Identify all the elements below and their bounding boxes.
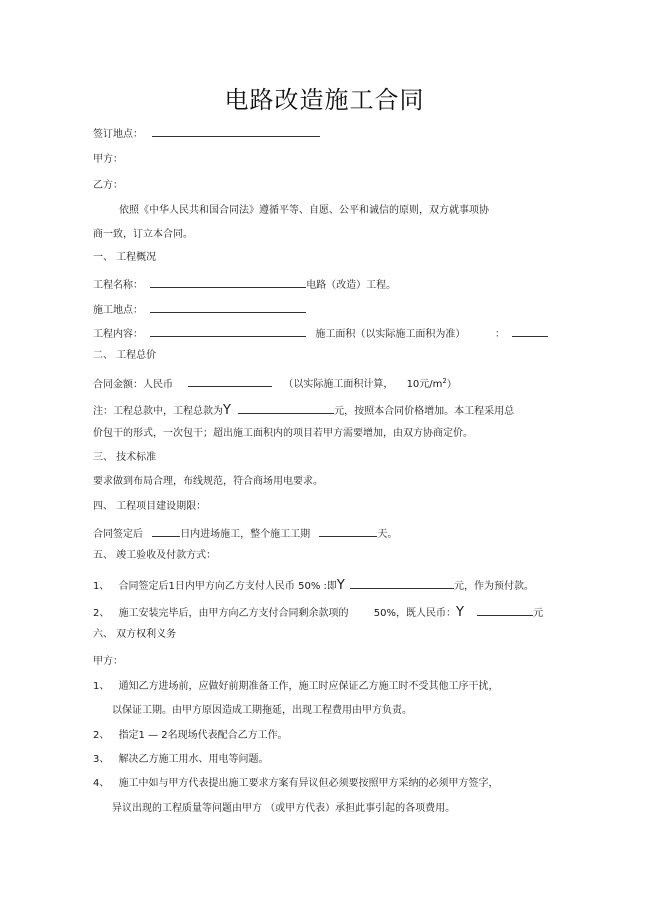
duty-3-num: 3、: [93, 754, 110, 765]
area-blank[interactable]: [512, 325, 548, 337]
area-text: 施工面积（以实际施工面积为准）: [315, 329, 466, 340]
payment-1-num: 1、: [93, 581, 110, 592]
duty-2-num: 2、: [93, 730, 110, 741]
sign-place-label: 签订地点：: [93, 129, 143, 140]
site-blank[interactable]: [150, 301, 306, 313]
party-a-label: 甲方：: [93, 154, 123, 165]
payment-2-b: 元: [533, 608, 544, 619]
duty-4-line-1: [93, 777, 499, 791]
section-6-heading: 六、 双方权利义务: [93, 629, 177, 640]
party-a-duties-label: 甲方：: [93, 656, 123, 667]
note-line-2: 价包干的形式，一次包干；超出施工面积内的项目若甲方需要增加，由双方协商定价。: [93, 428, 473, 439]
section-5-heading: 五、 竣工验收及付款方式：: [93, 550, 217, 561]
rate-text: 10元/m: [406, 379, 443, 391]
calc-text: （以实际施工面积计算，: [283, 379, 394, 391]
area-value-line: [495, 325, 548, 342]
area-colon: ：: [495, 329, 505, 340]
site-label: 施工地点：: [93, 305, 143, 316]
note-1a: 注：工程总款中，工程总款为: [93, 406, 223, 417]
balance-blank[interactable]: [477, 604, 533, 616]
payment-2-yen: Y: [455, 605, 464, 620]
note-1b: 元，按照本合同价格增加。本工程采用总: [334, 406, 515, 417]
schedule-line: [93, 525, 397, 542]
payment-2-pct: 50%，既人民币：: [373, 608, 456, 619]
party-b-label: 乙方：: [93, 180, 123, 191]
duty-2-line: [93, 729, 288, 743]
prepay-blank[interactable]: [350, 577, 454, 589]
page-title: 电路改造施工合同: [224, 86, 425, 114]
payment-1-yen: Y: [336, 578, 345, 593]
project-name-suffix: 电路（改造）工程。: [306, 280, 397, 291]
duty-4-num: 4、: [93, 778, 110, 789]
intro-line-1: 依照《中华人民共和国合同法》遵循平等、自愿、公平和诚信的原则，双方就事项协: [119, 205, 489, 216]
duty-3-text: 解决乙方施工用水、用电等问题。: [118, 754, 269, 765]
payment-1-a: 合同签定后1日内甲方向乙方支付人民币 50% :即: [118, 581, 337, 592]
rate-close: ）: [446, 379, 457, 391]
tech-standard-text: 要求做到布局合理，布线规范，符合商场用电要求。: [93, 476, 323, 487]
contract-amount-line: [93, 374, 457, 392]
duty-1-line-1: [93, 680, 499, 694]
duty-1-a: 通知乙方进场前，应做好前期准备工作，施工时应保证乙方施工时不受其他工序干扰，: [118, 681, 499, 692]
payment-item-2: [93, 604, 543, 621]
payment-2-num: 2、: [93, 608, 110, 619]
content-label: 工程内容：: [93, 329, 143, 340]
amount-label: 合同金额：人民币: [93, 379, 173, 391]
duty-3-line: [93, 753, 269, 767]
total-blank[interactable]: [238, 402, 334, 414]
project-name-label: 工程名称：: [93, 280, 143, 291]
sign-place-line: [93, 125, 320, 142]
period-blank[interactable]: [319, 525, 377, 537]
duty-1-num: 1、: [93, 681, 110, 692]
duty-4-a: 施工中如与甲方代表提出施工要求方案有异议但必须要按照甲方采纳的必须甲方签字，: [118, 778, 499, 789]
schedule-b: 日内进场施工，整个施工工期: [180, 529, 311, 540]
yen-sign: Y: [223, 403, 231, 418]
payment-2-a: 施工安装完毕后，由甲方向乙方支付合同剩余款项的: [118, 608, 349, 619]
schedule-a: 合同签定后: [93, 529, 143, 540]
duty-4-line-2: 异议出现的工程质量等问题由甲方 （或甲方代表）承担此事引起的各项费用。: [112, 803, 456, 814]
content-blank[interactable]: [150, 325, 306, 337]
duty-1-line-2: 以保证工期。由甲方原因造成工期拖延，出现工程费用由甲方负责。: [112, 705, 412, 716]
section-3-heading: 三、 技术标准: [93, 452, 157, 463]
project-content-line: [93, 325, 465, 342]
schedule-c: 天。: [377, 529, 398, 540]
amount-blank[interactable]: [188, 375, 272, 387]
project-name-blank[interactable]: [150, 276, 306, 288]
duty-2-text: 指定1 — 2名现场代表配合乙方工作。: [118, 730, 288, 741]
payment-item-1: [93, 577, 534, 594]
days-blank[interactable]: [152, 525, 180, 537]
sign-place-blank[interactable]: [152, 125, 320, 137]
intro-line-2: 商一致，订立本合同。: [93, 229, 193, 240]
rate-sup: 2: [442, 377, 447, 385]
section-4-heading: 四、 工程项目建设期限：: [93, 501, 207, 512]
section-1-heading: 一、 工程概况: [93, 252, 157, 263]
section-2-heading: 二、 工程总价: [93, 350, 157, 361]
note-line-1: [93, 402, 514, 419]
payment-1-b: 元，作为预付款。: [454, 581, 535, 592]
project-name-line: [93, 276, 396, 293]
site-line: [93, 301, 306, 318]
